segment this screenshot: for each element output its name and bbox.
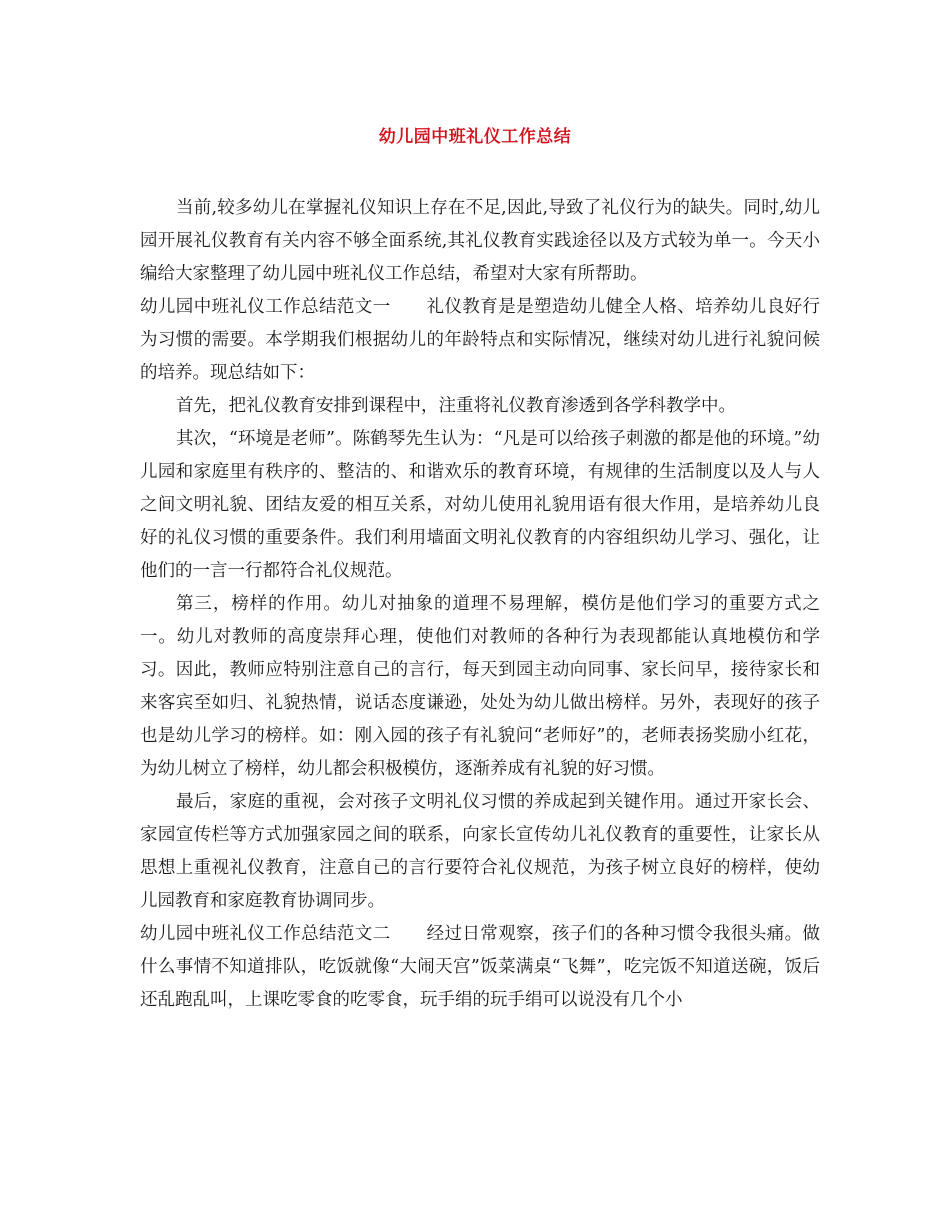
document-title: 幼儿园中班礼仪工作总结	[378, 127, 572, 147]
section-one-paragraph	[140, 291, 820, 390]
section-one-text: 礼仪教育是是塑造幼儿健全人格、培养幼儿良好行为习惯的需要。本学期我们根据幼儿的年龄特点和实际情况，继续对幼儿进行礼貌问候的培养。现总结如下：	[140, 297, 821, 383]
section-two-text: 经过日常观察，孩子们的各种习惯令我很头痛。做什么事情不知道排队，吃饭就像“大闹天宫”饭菜满桌“飞舞”，吃完饭不知道送碗，饭后还乱跑乱叫，上课吃零食的吃零食，玩手绢的玩手绢可以说没有几个小	[140, 924, 821, 1010]
section-one-heading: 幼儿园中班礼仪工作总结范文一	[140, 297, 391, 317]
section-two-paragraph	[140, 918, 820, 1017]
second-point-paragraph: 其次，“环境是老师”。陈鹤琴先生认为：“凡是可以给孩子刺激的都是他的环境。”幼儿园和家庭里有秩序的、整洁的、和谐欢乐的教育环境，有规律的生活制度以及人与人之间文明礼貌、团结友爱的相互关系，对幼儿使用礼貌用语有很大作用，是培养幼儿良好的礼仪习惯的重要条件。我们利用墙面文明礼仪教育的内容组织幼儿学习、强化，让他们的一言一行都符合礼仪规范。	[140, 429, 820, 581]
first-point-paragraph: 首先，把礼仪教育安排到课程中，注重将礼仪教育渗透到各学科教学中。	[176, 396, 736, 416]
intro-paragraph: 当前,较多幼儿在掌握礼仪知识上存在不足,因此,导致了礼仪行为的缺失。同时,幼儿园开展礼仪教育有关内容不够全面系统,其礼仪教育实践途径以及方式较为单一。今天小编给大家整理了幼儿园中班礼仪工作总结，希望对大家有所帮助。	[140, 198, 820, 284]
third-point-paragraph: 第三，榜样的作用。幼儿对抽象的道理不易理解，模仿是他们学习的重要方式之一。幼儿对教师的高度崇拜心理，使他们对教师的各种行为表现都能认真地模仿和学习。因此，教师应特别注意自己的言行，每天到园主动向同事、家长问早，接待家长和来客宾至如归、礼貌热情，说话态度谦逊，处处为幼儿做出榜样。另外，表现好的孩子也是幼儿学习的榜样。如：刚入园的孩子有礼貌问“老师好”的，老师表扬奖励小红花，为幼儿树立了榜样，幼儿都会积极模仿，逐渐养成有礼貌的好习惯。	[140, 594, 820, 779]
last-point-paragraph: 最后，家庭的重视，会对孩子文明礼仪习惯的养成起到关键作用。通过开家长会、家园宣传栏等方式加强家园之间的联系，向家长宣传幼儿礼仪教育的重要性，让家长从思想上重视礼仪教育，注意自己的言行要符合礼仪规范，为孩子树立良好的榜样，使幼儿园教育和家庭教育协调同步。	[140, 792, 820, 911]
section-two-heading: 幼儿园中班礼仪工作总结范文二	[140, 924, 391, 944]
document-body	[140, 192, 820, 1017]
